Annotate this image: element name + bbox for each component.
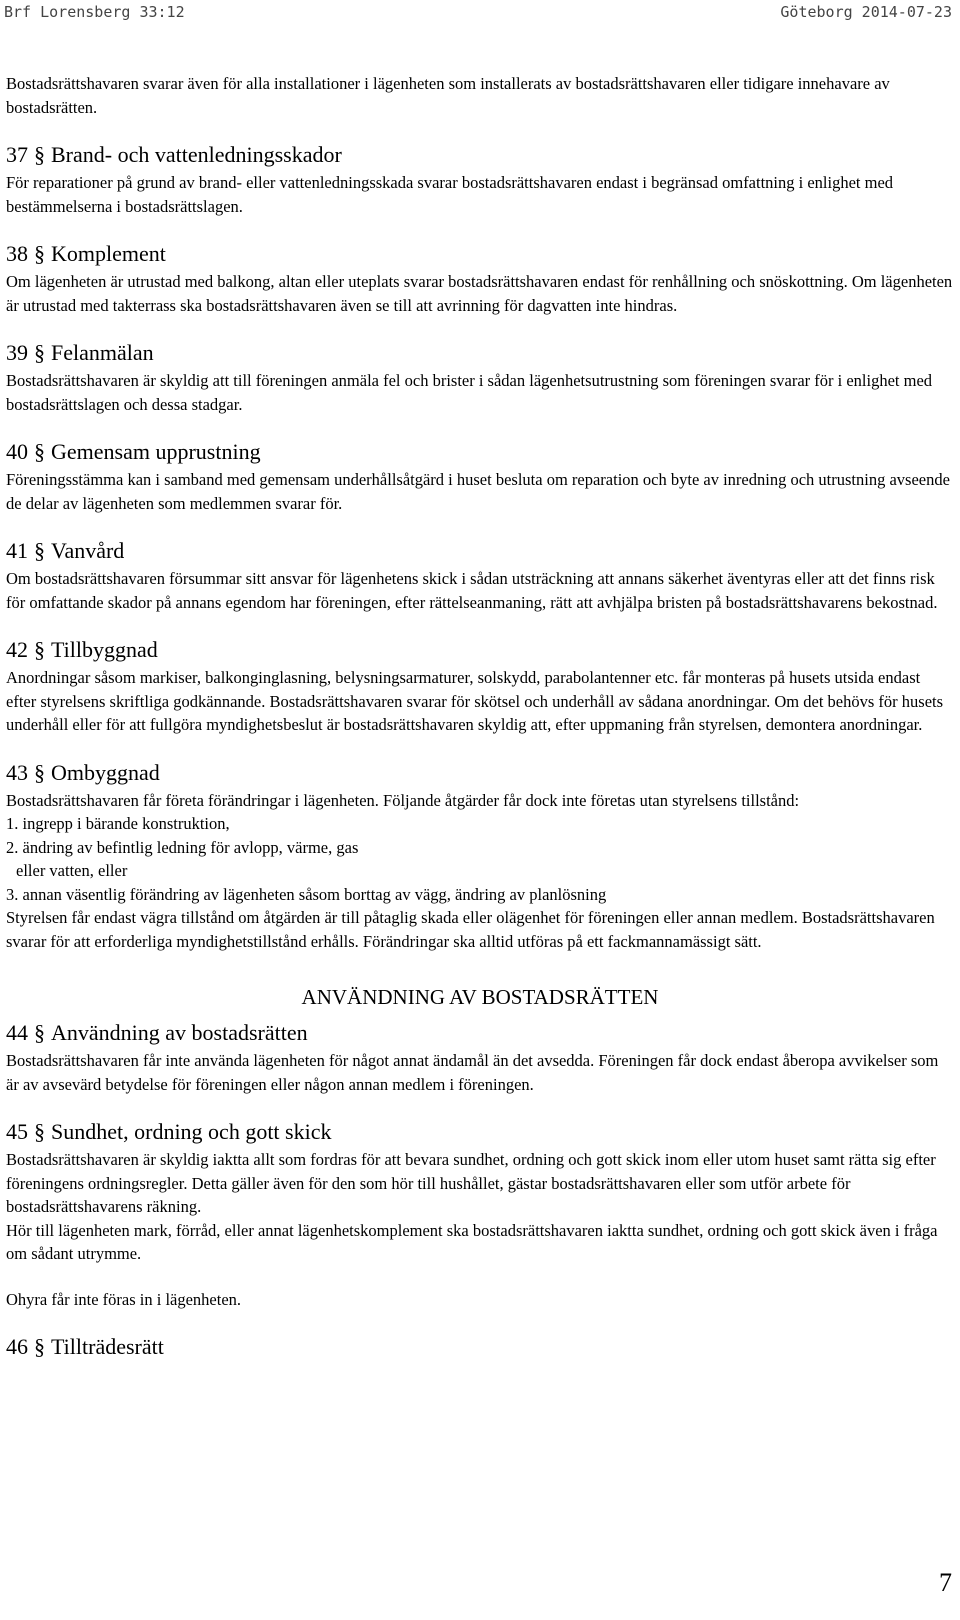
paragraph-symbol: § [34,1020,45,1045]
paragraph-symbol: § [34,637,45,662]
section-39-text: Bostadsrättshavaren är skyldig att till föreningen anmäla fel och brister i sådan lägenhetsutrustning som föreningen svarar för i enlighet med bostadsrättslagen och dessa stadgar. [6,371,933,414]
section-44-heading [6,1019,954,1047]
section-45-heading [6,1118,954,1146]
section-title: Brand- och vattenledningsskador [51,142,342,167]
list-item: 3. annan väsentlig förändring av lägenheten såsom borttag av vägg, ändring av planlösning [6,884,607,904]
section-38-heading [6,240,954,268]
page-number: 7 [939,1568,952,1597]
section-45 [6,1118,954,1311]
section-title: Vanvård [51,538,125,563]
page-header [0,0,960,26]
section-title: Tillträdesrätt [51,1334,164,1359]
section-39 [6,339,954,416]
intro-paragraph: Bostadsrättshavaren svarar även för alla installationer i lägenheten som installerats av bostadsrättshavaren eller tidigare innehavare av bostadsrätten. [6,74,890,117]
section-40-heading [6,438,954,466]
section-40-text: Föreningsstämma kan i samband med gemensam underhållsåtgärd i huset besluta om reparation och byte av inredning och utrustning avseende de delar av lägenheten som medlemmen svarar för. [6,470,950,513]
section-45-text-2: Hör till lägenheten mark, förråd, eller annat lägenhetskomplement ska bostadsrättshavaren iaktta sundhet, ordning och gott skick även i fråga om sådant utrymme. [6,1220,938,1263]
section-title: Felanmälan [51,340,154,365]
section-number: 37 [6,142,28,167]
section-number: 39 [6,340,28,365]
section-37-text: För reparationer på grund av brand- eller vattenledningsskada svarar bostadsrättshavaren endast i begränsad omfattning i enlighet med bestämmelserna i bostadsrättslagen. [6,173,894,216]
section-43-text-after: Styrelsen får endast vägra tillstånd om åtgärden är till påtaglig skada eller olägenhet för föreningen eller annan medlem. Bostadsrättshavaren svarar för att erforderliga myndighetstillstånd erhålls. Förändringar ska alltid utföras på ett fackmannamässigt sätt. [6,908,935,951]
section-title: Tillbyggnad [51,637,158,662]
paragraph-symbol: § [34,340,45,365]
section-40 [6,438,954,515]
section-number: 40 [6,439,28,464]
header-association-name: Brf Lorensberg 33:12 [4,3,185,21]
section-37 [6,141,954,218]
section-46 [6,1333,954,1361]
section-number: 46 [6,1334,28,1359]
section-title: Komplement [51,241,166,266]
section-42 [6,636,954,737]
section-title: Gemensam upprustning [51,439,261,464]
section-number: 42 [6,637,28,662]
section-43-heading [6,759,954,787]
paragraph-symbol: § [34,759,45,785]
header-date: Göteborg 2014-07-23 [780,3,952,21]
section-title: Ombyggnad [51,759,160,785]
section-42-text: Anordningar såsom markiser, balkonginglasning, belysningsarmaturer, solskydd, parabolantenner etc. får monteras på husets utsida endast efter styrelsens skriftliga godkännande. Bostadsrättshavaren svarar för skötsel och underhåll av sådana anordningar. Om det behövs för husets underhåll eller för att fullgöra myndighetsbeslut är bostadsrättshavaren skyldig att, efter uppmaning från styrelsen, demontera anordningar. [6,668,944,734]
section-41 [6,537,954,614]
paragraph-symbol: § [34,439,45,464]
section-39-heading [6,339,954,367]
paragraph-symbol: § [34,1119,45,1144]
section-38 [6,240,954,317]
section-title: Användning av bostadsrätten [51,1020,308,1045]
list-item [6,836,954,883]
section-45-text-3: Ohyra får inte föras in i lägenheten. [6,1289,242,1309]
paragraph-symbol: § [34,538,45,563]
section-38-text: Om lägenheten är utrustad med balkong, altan eller uteplats svarar bostadsrättshavaren endast för renhållning och snöskottning. Om lägenheten är utrustad med takterrass ska bostadsrättshavaren även se till att avrinning för dagvatten inte hindras. [6,272,953,315]
paragraph-symbol: § [34,1334,45,1359]
list-item: 1. ingrepp i bärande konstruktion, [6,814,230,833]
document-body [6,72,954,1363]
section-number: 41 [6,538,28,563]
section-41-text: Om bostadsrättshavaren försummar sitt ansvar för lägenhetens skick i sådan utsträckning att annans säkerhet äventyras eller att det finns risk för omfattande skador på annans egendom har föreningen, efter rättelseanmaning, rätt att avhjälpa bristen på bostadsrättshavarens bekostnad. [6,569,938,612]
section-45-text: Bostadsrättshavaren är skyldig iaktta allt som fordras för att bevara sundhet, ordning och gott skick inom eller utom huset samt rätta sig efter föreningens ordningsregler. Detta gäller även för den som hör till hushållet, gästar bostadsrättshavaren eller som utför arbete för bostadsrättshavarens räkning. [6,1150,936,1216]
section-43-text: Bostadsrättshavaren får företa förändringar i lägenheten. Följande åtgärder får dock inte företas utan styrelsens tillstånd: [6,790,800,810]
section-37-heading [6,141,954,169]
section-43 [6,759,954,954]
section-42-heading [6,636,954,664]
chapter-heading: ANVÄNDNING AV BOSTADSRÄTTEN [301,985,659,1009]
paragraph-symbol: § [34,142,45,167]
section-number: 38 [6,241,28,266]
paragraph-symbol: § [34,241,45,266]
section-44 [6,1019,954,1096]
list-item-text: 2. ändring av befintlig ledning för avlopp, värme, gas [6,837,359,857]
section-number: 43 [6,759,28,785]
section-title: Sundhet, ordning och gott skick [51,1119,332,1144]
section-41-heading [6,537,954,565]
section-46-heading [6,1333,954,1361]
section-number: 45 [6,1119,28,1144]
section-44-text: Bostadsrättshavaren får inte använda lägenheten för något annat ändamål än det avsedda. Föreningen får dock endast åberopa avvikelser som är av avsevärd betydelse för föreningen eller någon annan medlem i föreningen. [6,1051,939,1094]
restricted-changes-list [6,812,954,906]
list-item-continuation: eller vatten, eller [16,861,128,880]
section-number: 44 [6,1020,28,1045]
